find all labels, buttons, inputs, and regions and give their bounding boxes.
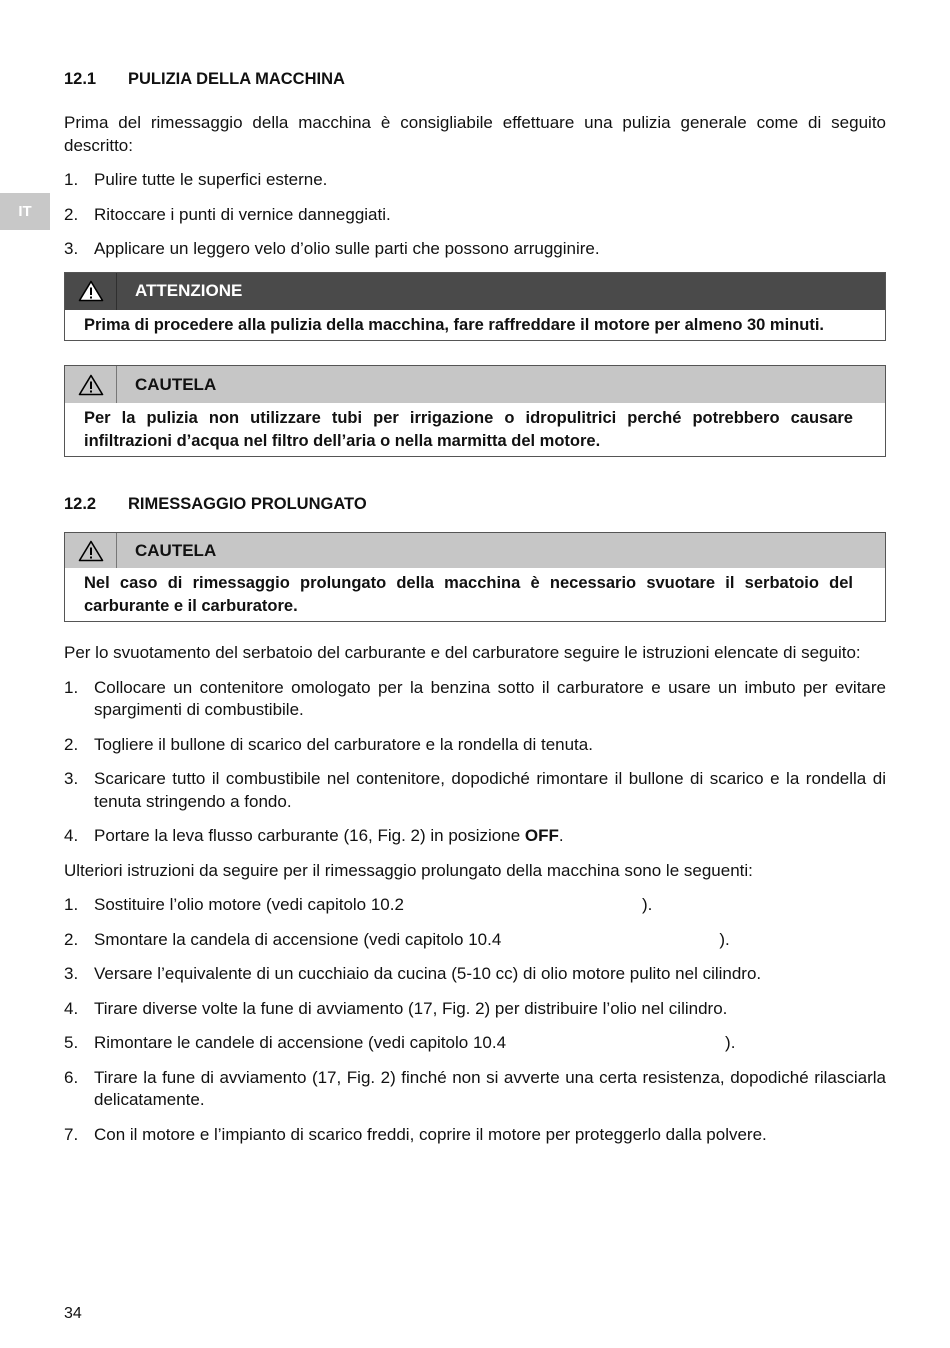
drain-steps — [64, 677, 886, 848]
list-item: 1. Sostituire l’olio motore (vedi capitolo 10.2 ). — [64, 895, 653, 914]
warning-label: ATTENZIONE — [135, 281, 243, 300]
intro-paragraph: Prima del rimessaggio della macchina è consigliabile effettuare una pulizia generale come di seguito descritto: — [64, 113, 886, 155]
list-item: 4. Portare la leva flusso carburante (16, Fig. 2) in posizione OFF. — [64, 826, 564, 845]
caution-text: Per la pulizia non utilizzare tubi per irrigazione o idropulitrici perché potrebbero causare infiltrazioni d’acqua nel filtro dell’aria o nella marmitta del motore. — [84, 409, 853, 450]
list-item: 6. Tirare la fune di avviamento (17, Fig. 2) finché non si avverte una certa resistenza, dopodiché rilasciarla delicatamente. — [64, 1067, 886, 1109]
caution-text: Nel caso di rimessaggio prolungato della macchina è necessario svuotare il serbatoio del carburante e il carburatore. — [84, 574, 853, 615]
list-item: 2. Smontare la candela di accensione (vedi capitolo 10.4 ). — [64, 929, 730, 949]
list-item: 4. Tirare diverse volte la fune di avviamento (17, Fig. 2) per distribuire l’olio nel cilindro. — [64, 998, 728, 1018]
caution-header — [65, 366, 885, 403]
storage-intro-paragraph: Ulteriori istruzioni da seguire per il rimessaggio prolungato della macchina sono le seguenti: — [64, 860, 753, 880]
list-item: 5. Rimontare le candele di accensione (vedi capitolo 10.4 ). — [64, 1033, 736, 1052]
list-item: 3. Applicare un leggero velo d’olio sulle parti che possono arrugginire. — [64, 239, 600, 258]
drain-intro-paragraph: Per lo svuotamento del serbatoio del carburante e del carburatore seguire le istruzioni elencate di seguito: — [64, 643, 861, 662]
section-title: PULIZIA DELLA MACCHINA — [128, 69, 345, 88]
list-item: 3. Versare l’equivalente di un cucchiaio da cucina (5-10 cc) di olio motore pulito nel cilindro. — [64, 964, 762, 983]
section-heading-12-2 — [64, 493, 886, 515]
list-item: 7. Con il motore e l’impianto di scarico freddi, coprire il motore per proteggerlo dalla polvere. — [64, 1124, 767, 1144]
section-heading-12-1 — [64, 68, 886, 90]
list-item: 3. Scaricare tutto il combustibile nel contenitore, dopodiché rimontare il bullone di scarico e la rondella di tenuta stringendo a fondo. — [64, 769, 886, 811]
list-item: 1. Collocare un contenitore omologato per la benzina sotto il carburatore e usare un imbuto per evitare spargimenti di combustibile. — [64, 677, 886, 719]
section-number: 12.2 — [64, 494, 97, 513]
page-content — [64, 68, 886, 1146]
warning-triangle-icon — [65, 366, 117, 403]
list-item: 1. Pulire tutte le superfici esterne. — [64, 170, 328, 189]
caution-header — [65, 533, 885, 568]
off-position-label: OFF — [524, 826, 559, 845]
caution-label: CAUTELA — [135, 540, 217, 560]
caution-box — [64, 365, 886, 457]
warning-text: Prima di procedere alla pulizia della macchina, fare raffreddare il motore per almeno 30 minuti. — [84, 315, 824, 334]
list-item: 2. Ritoccare i punti di vernice danneggiati. — [64, 204, 391, 224]
caution-label: CAUTELA — [135, 374, 217, 394]
warning-triangle-icon — [65, 533, 117, 568]
list-item: 2. Togliere il bullone di scarico del carburatore e la rondella di tenuta. — [64, 734, 593, 754]
section-title: RIMESSAGGIO PROLUNGATO — [128, 494, 367, 513]
caution-box — [64, 532, 886, 622]
warning-header — [65, 273, 885, 310]
page-number: 34 — [64, 1305, 82, 1322]
warning-triangle-icon — [65, 273, 117, 310]
section-number: 12.1 — [64, 69, 97, 88]
cleaning-steps — [64, 169, 886, 261]
warning-box — [64, 272, 886, 342]
language-tab: IT — [0, 193, 50, 230]
storage-steps — [64, 894, 886, 1146]
